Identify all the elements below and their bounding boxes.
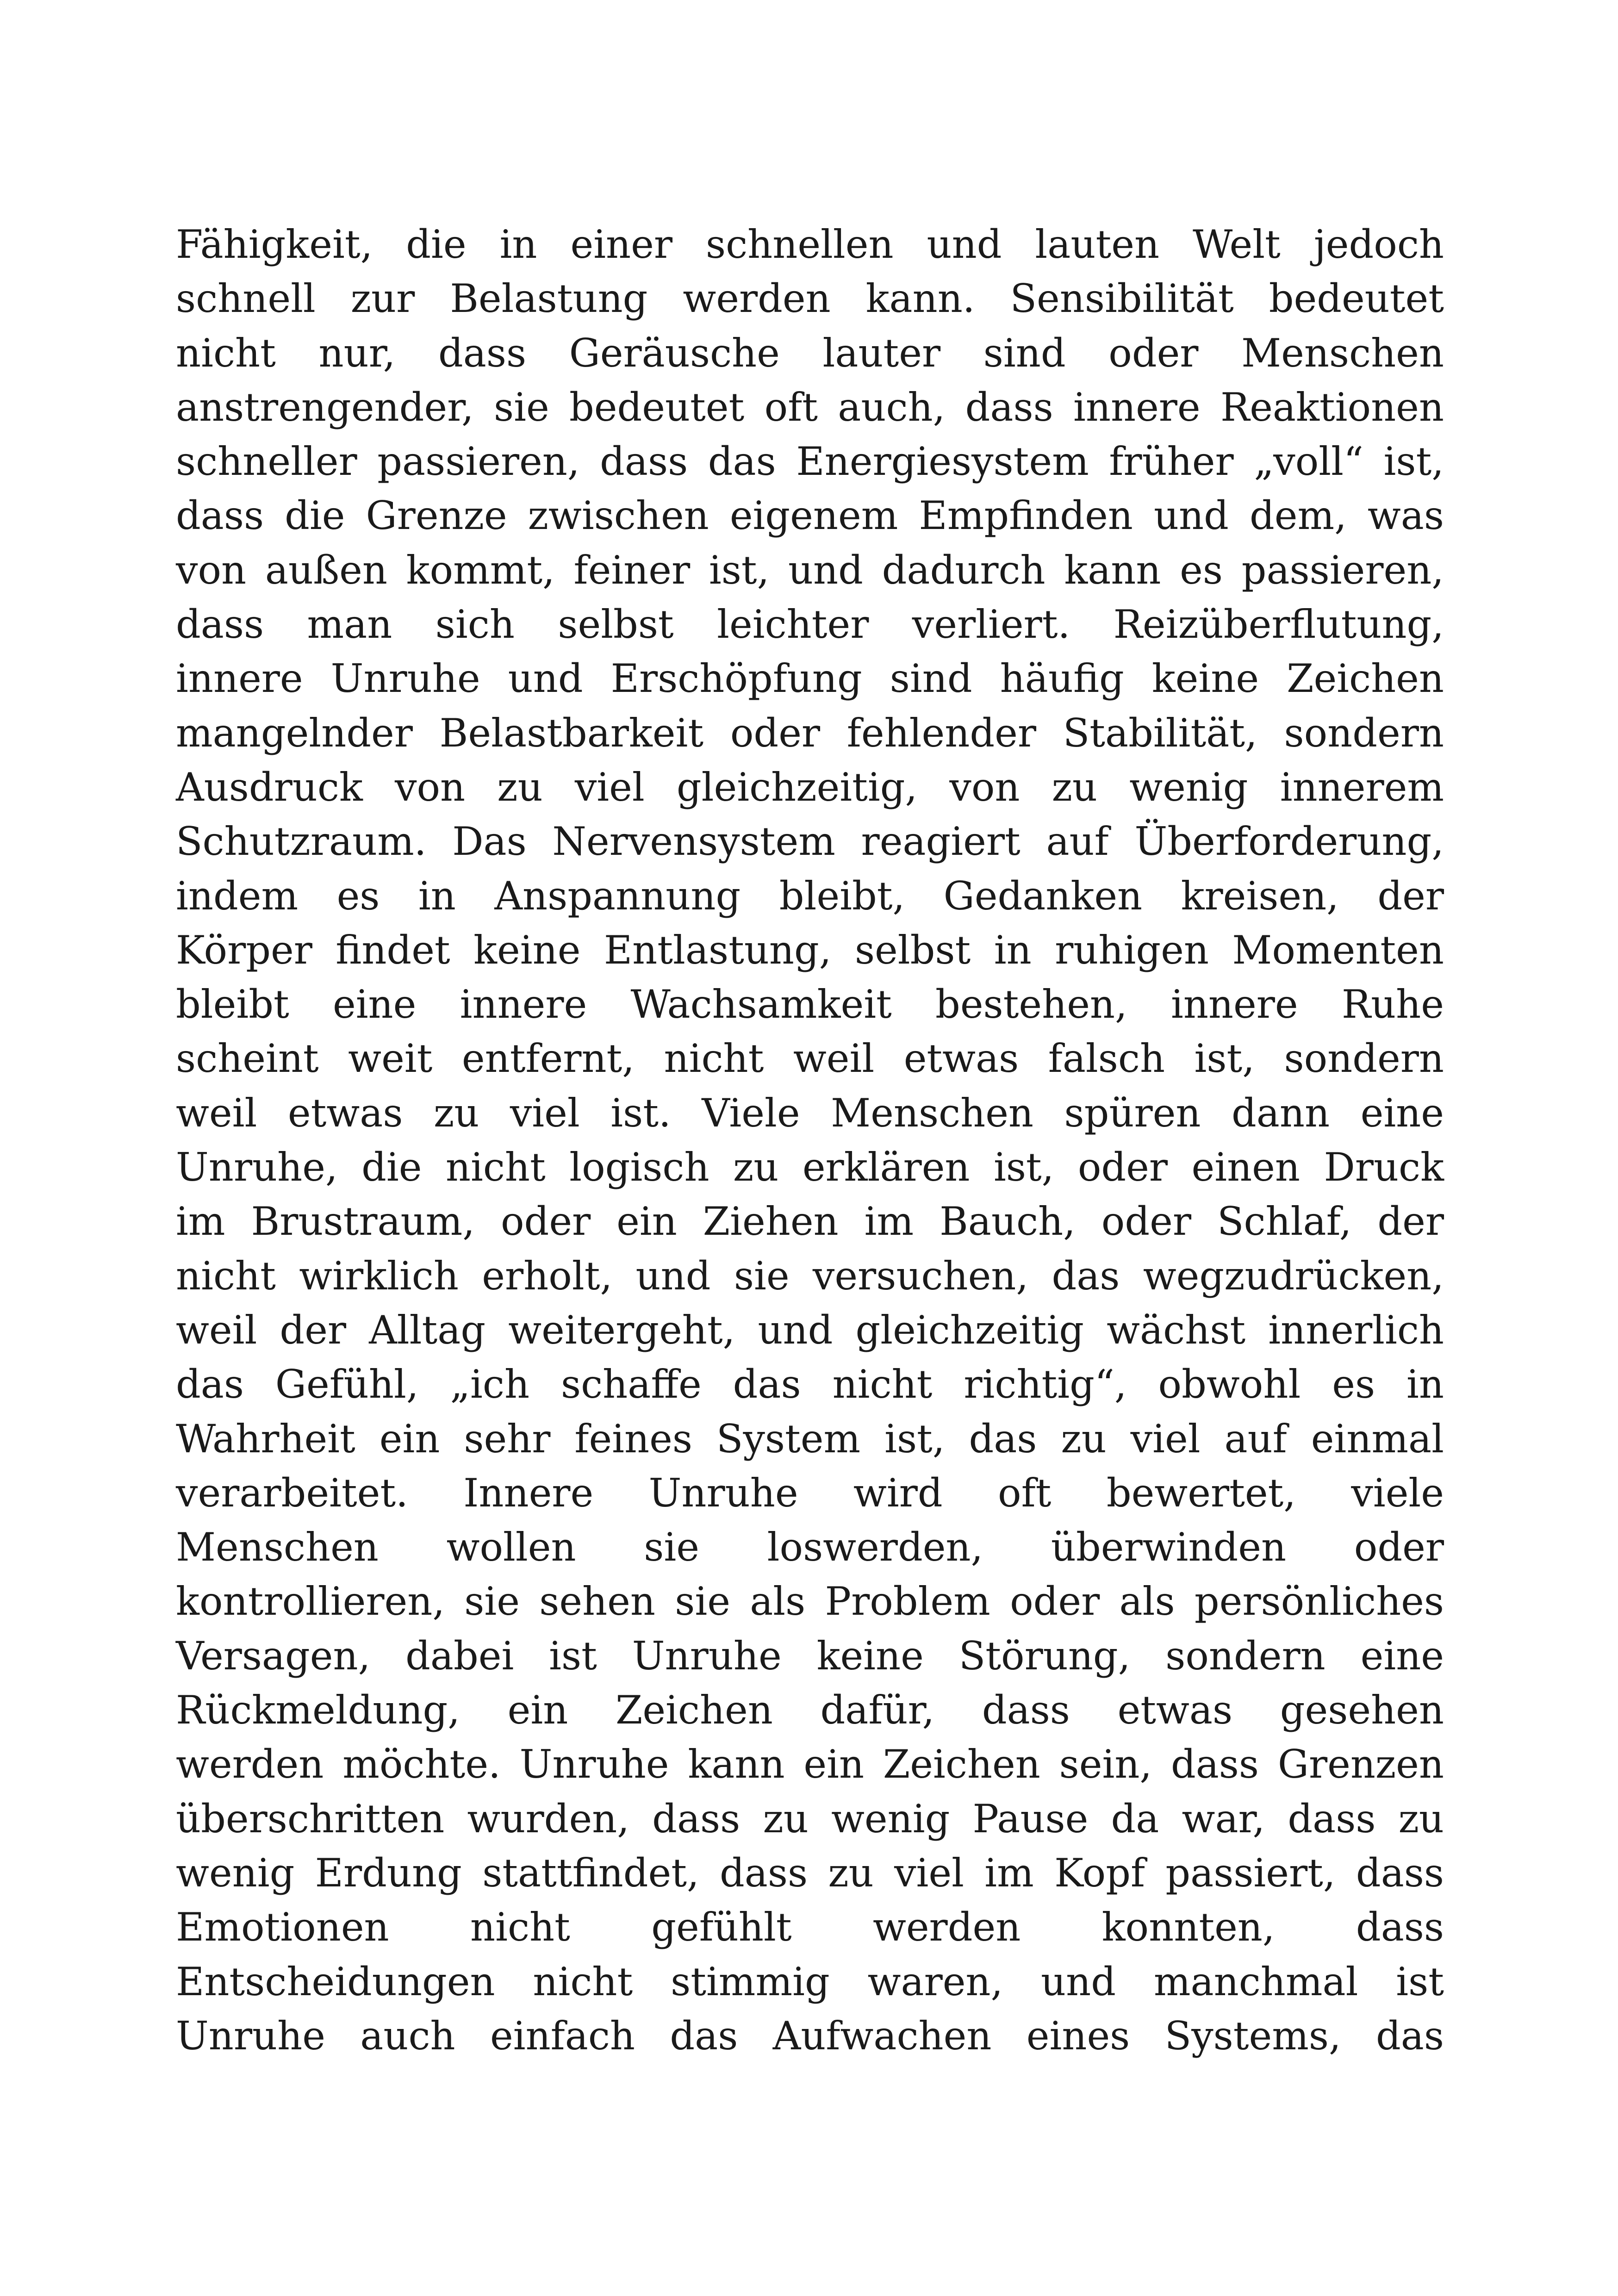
text-line: dass man sich selbst leichter verliert. Reizüberflutung, [176, 602, 1444, 647]
text-line: kontrollieren, sie sehen sie als Problem oder als persönliches [176, 1579, 1444, 1624]
text-line: das Gefühl, „ich schaffe das nicht richtig“, obwohl es in [176, 1362, 1444, 1407]
text-line: Menschen wollen sie loswerden, überwinden oder [176, 1524, 1444, 1570]
body-paragraph [176, 218, 1444, 2063]
text-line: bleibt eine innere Wachsamkeit bestehen, innere Ruhe [176, 982, 1444, 1027]
text-line: mangelnder Belastbarkeit oder fehlender Stabilität, sondern [176, 710, 1444, 756]
text-line: Entscheidungen nicht stimmig waren, und manchmal ist [176, 1959, 1444, 2004]
text-line: Rückmeldung, ein Zeichen dafür, dass etwas gesehen [176, 1687, 1444, 1733]
text-line: scheint weit entfernt, nicht weil etwas falsch ist, sondern [176, 1036, 1444, 1082]
text-line: Ausdruck von zu viel gleichzeitig, von zu wenig innerem [176, 764, 1444, 810]
text-line: nicht wirklich erholt, und sie versuchen, das wegzudrücken, [176, 1253, 1444, 1299]
text-line: innere Unruhe und Erschöpfung sind häufig keine Zeichen [176, 656, 1444, 702]
text-line: weil etwas zu viel ist. Viele Menschen spüren dann eine [176, 1090, 1444, 1136]
text-line: weil der Alltag weitergeht, und gleichzeitig wächst innerlich [176, 1307, 1444, 1353]
text-line: Schutzraum. Das Nervensystem reagiert auf Überforderung, [176, 819, 1444, 865]
text-line: schnell zur Belastung werden kann. Sensibilität bedeutet [176, 276, 1444, 322]
text-line: Körper findet keine Entlastung, selbst in ruhigen Momenten [176, 927, 1444, 973]
text-line: schneller passieren, dass das Energiesystem früher „voll“ ist, [176, 439, 1444, 485]
text-line: indem es in Anspannung bleibt, Gedanken kreisen, der [176, 873, 1444, 919]
text-line: Unruhe auch einfach das Aufwachen eines Systems, das [176, 2013, 1444, 2059]
text-line: Fähigkeit, die in einer schnellen und lauten Welt jedoch [176, 222, 1444, 267]
text-line: dass die Grenze zwischen eigenem Empfinden und dem, was [176, 493, 1444, 539]
text-line: werden möchte. Unruhe kann ein Zeichen sein, dass Grenzen [176, 1742, 1444, 1787]
text-line: Wahrheit ein sehr feines System ist, das zu viel auf einmal [176, 1416, 1444, 1462]
text-line: nicht nur, dass Geräusche lauter sind oder Menschen [176, 330, 1444, 376]
text-line: überschritten wurden, dass zu wenig Pause da war, dass zu [176, 1796, 1444, 1842]
text-line: verarbeitet. Innere Unruhe wird oft bewertet, viele [176, 1470, 1444, 1516]
text-line: anstrengender, sie bedeutet oft auch, dass innere Reaktionen [176, 384, 1444, 430]
text-line: im Brustraum, oder ein Ziehen im Bauch, oder Schlaf, der [176, 1199, 1444, 1244]
text-line: von außen kommt, feiner ist, und dadurch kann es passieren, [176, 547, 1444, 593]
text-line: Emotionen nicht gefühlt werden konnten, dass [176, 1904, 1444, 1950]
text-line: wenig Erdung stattfindet, dass zu viel im Kopf passiert, dass [176, 1850, 1444, 1896]
text-line: Unruhe, die nicht logisch zu erklären ist, oder einen Druck [176, 1145, 1444, 1190]
text-line: Versagen, dabei ist Unruhe keine Störung, sondern eine [176, 1633, 1444, 1679]
